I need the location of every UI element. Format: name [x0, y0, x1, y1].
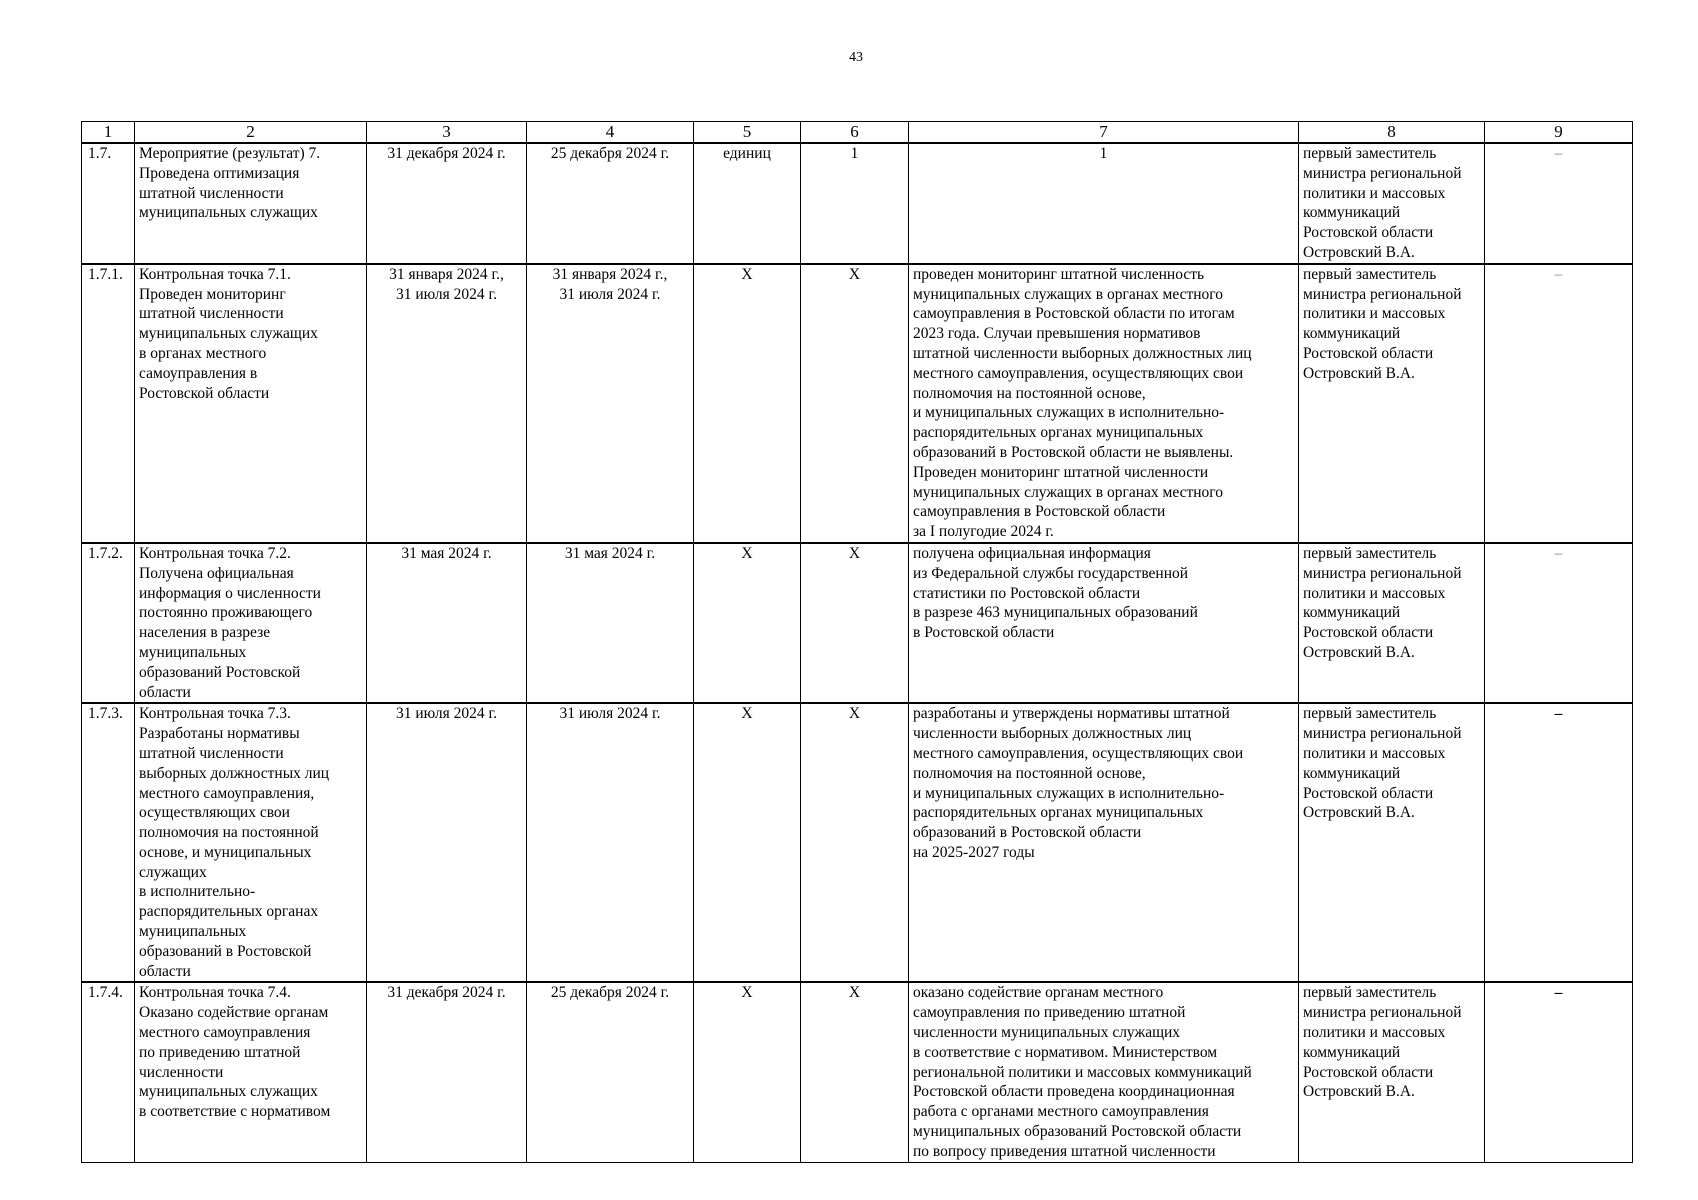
header-cell: 6 [801, 122, 909, 144]
planned-value: X [801, 703, 909, 982]
status-info: 1 [909, 143, 1299, 264]
measure-name: Мероприятие (результат) 7. Проведена оптимизация штатной численности муниципальных служащих [135, 143, 367, 264]
header-cell: 3 [367, 122, 527, 144]
actual-date: 31 января 2024 г., 31 июля 2024 г. [527, 264, 694, 543]
actual-date: 31 мая 2024 г. [527, 543, 694, 703]
planned-date: 31 мая 2024 г. [367, 543, 527, 703]
unit: X [694, 264, 801, 543]
dash-mark: – [1554, 265, 1563, 283]
planned-date: 31 июля 2024 г. [367, 703, 527, 982]
planned-date: 31 декабря 2024 г. [367, 143, 527, 264]
unit: X [694, 982, 801, 1162]
page-number: 43 [849, 50, 863, 65]
table-row [82, 543, 1633, 703]
status-info: получена официальная информация из Федеральной службы государственной статистики по Ростовской области в разрезе 463 муниципальных образований в Ростовской области [909, 543, 1299, 703]
table-row [82, 703, 1633, 982]
measure-name: Контрольная точка 7.3. Разработаны нормативы штатной численности выборных должностных лиц местного самоуправления, осуществляющих свои полномочия на постоянной основе, и муниципальных служащих в исполнительно- распорядительных органах муниципальных образований в Ростовской области [135, 703, 367, 982]
planned-date: 31 января 2024 г., 31 июля 2024 г. [367, 264, 527, 543]
planned-value: 1 [801, 143, 909, 264]
actual-date: 25 декабря 2024 г. [527, 143, 694, 264]
unit: единиц [694, 143, 801, 264]
row-number: 1.7.1. [82, 264, 135, 543]
measure-name: Контрольная точка 7.2. Получена официальная информация о численности постоянно проживающего населения в разрезе муниципальных образований Ростовской области [135, 543, 367, 703]
unit: X [694, 543, 801, 703]
responsible: первый заместитель министра региональной политики и массовых коммуникаций Ростовской области Островский В.А. [1299, 264, 1485, 543]
status-info: оказано содействие органам местного самоуправления по приведению штатной численности муниципальных служащих в соответствие с нормативом. Министерством региональной политики и массовых коммуникаций Ростовской области проведена координационная работа с органами местного самоуправления муниципальных образований Ростовской области по вопросу приведения штатной численности [909, 982, 1299, 1162]
planned-value: X [801, 264, 909, 543]
header-cell: 5 [694, 122, 801, 144]
header-cell: 4 [527, 122, 694, 144]
table-row [82, 982, 1633, 1162]
table-row [82, 143, 1633, 264]
status-info: проведен мониторинг штатной численность муниципальных служащих в органах местного самоуправления в Ростовской области по итогам 2023 года. Случаи превышения нормативов штатной численности выборных должностных лиц местного самоуправления, осуществляющих свои полномочия на постоянной основе, и муниципальных служащих в исполнительно- распорядительных органах муниципальных образований в Ростовской области не выявлены. Проведен мониторинг штатной численности муниципальных служащих в органах местного самоуправления в Ростовской области за I полугодие 2024 г. [909, 264, 1299, 543]
header-cell: 1 [82, 122, 135, 144]
planned-date: 31 декабря 2024 г. [367, 982, 527, 1162]
measure-name: Контрольная точка 7.4. Оказано содействие органам местного самоуправления по приведению штатной численности муниципальных служащих в соответствие с нормативом [135, 982, 367, 1162]
header-cell: 7 [909, 122, 1299, 144]
row-number: 1.7.2. [82, 543, 135, 703]
responsible: первый заместитель министра региональной политики и массовых коммуникаций Ростовской области Островский В.А. [1299, 143, 1485, 264]
actual-date: 25 декабря 2024 г. [527, 982, 694, 1162]
responsible: первый заместитель министра региональной политики и массовых коммуникаций Ростовской области Островский В.А. [1299, 543, 1485, 703]
unit: X [694, 703, 801, 982]
actual-date: 31 июля 2024 г. [527, 703, 694, 982]
status-info: разработаны и утверждены нормативы штатной численности выборных должностных лиц местного самоуправления, осуществляющих свои полномочия на постоянной основе, и муниципальных служащих в исполнительно- распорядительных органах муниципальных образований в Ростовской области на 2025-2027 годы [909, 703, 1299, 982]
dash-mark: – [1554, 145, 1563, 162]
row-number: 1.7.4. [82, 982, 135, 1162]
responsible: первый заместитель министра региональной политики и массовых коммуникаций Ростовской области Островский В.А. [1299, 703, 1485, 982]
measure-name: Контрольная точка 7.1. Проведен мониторинг штатной численности муниципальных служащих в органах местного самоуправления в Ростовской области [135, 264, 367, 543]
header-cell: 8 [1299, 122, 1485, 144]
responsible: первый заместитель министра региональной политики и массовых коммуникаций Ростовской области Островский В.А. [1299, 982, 1485, 1162]
row-number: 1.7.3. [82, 703, 135, 982]
row-number: 1.7. [82, 143, 135, 264]
header-cell: 9 [1485, 122, 1633, 144]
planned-value: X [801, 543, 909, 703]
measures-table [81, 121, 1633, 1163]
planned-value: X [801, 982, 909, 1162]
dash-mark: – [1554, 984, 1563, 1002]
dash-mark: – [1554, 544, 1563, 562]
header-row [82, 122, 1633, 144]
dash-mark: – [1554, 705, 1563, 723]
table-row [82, 264, 1633, 543]
header-cell: 2 [135, 122, 367, 144]
